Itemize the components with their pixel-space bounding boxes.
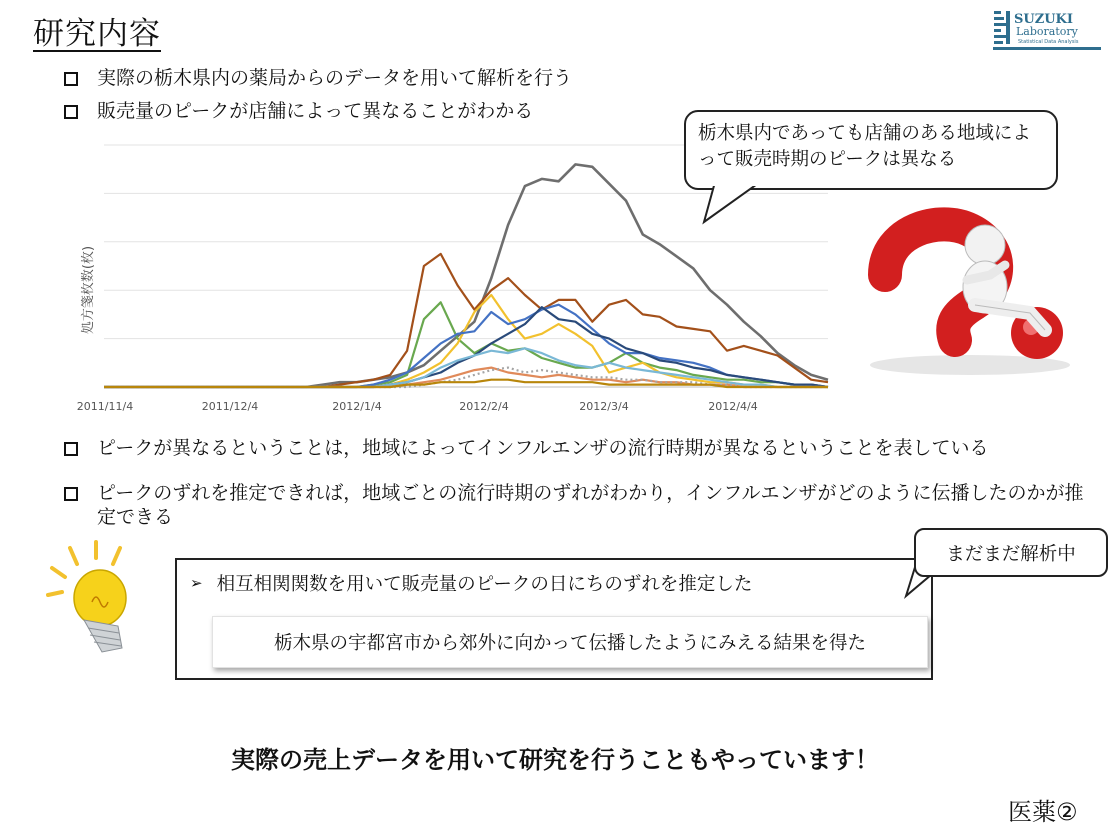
result-box: 栃木県の宇都宮市から郊外に向かって伝播したようにみえる結果を得た [212, 616, 928, 668]
question-mark-figure [855, 205, 1080, 380]
bullet-item [64, 66, 572, 90]
bullet-text: ピークのずれを推定できれば，地域ごとの流行時期のずれがわかり，インフルエンザがどのように伝播したのかが推定できる [97, 482, 1084, 528]
square-bullet-icon [64, 442, 78, 456]
series-line [104, 254, 828, 387]
bullet-item [64, 99, 533, 123]
callout-tail [690, 182, 780, 227]
x-tick-label: 2011/11/4 [76, 400, 134, 413]
bullet-text: ピークが異なるということは，地域によってインフルエンザの流行時期が異なるということを表している [97, 437, 989, 459]
analysis-text: 相互相関関数を用いて販売量のピークの日にちのずれを推定した [216, 574, 753, 595]
x-tick-label: 2012/3/4 [579, 400, 629, 413]
logo-tagline: Statistical Data Analysis [1018, 39, 1079, 45]
page-title: 研究内容 [33, 16, 161, 52]
square-bullet-icon [64, 487, 78, 501]
analysis-item [190, 570, 752, 596]
logo-sub: Laboratory [1016, 25, 1078, 38]
bullet-item [64, 436, 1094, 460]
arrow-bullet-icon: ➢ [190, 574, 203, 592]
x-tick-label: 2012/4/4 [708, 400, 758, 413]
x-tick-label: 2012/2/4 [459, 400, 509, 413]
x-tick-label: 2011/12/4 [201, 400, 259, 413]
bullet-text: 販売量のピークが店舗によって異なることがわかる [97, 100, 534, 122]
suzuki-lab-logo [992, 7, 1102, 53]
y-axis-label: 処方箋枚数(枚) [81, 245, 96, 335]
bullet-text: 実際の栃木県内の薬局からのデータを用いて解析を行う [97, 67, 573, 89]
lightbulb-icon [40, 540, 150, 665]
x-tick-label: 2012/1/4 [332, 400, 382, 413]
series-line [104, 302, 828, 387]
page-label: 医薬② [1008, 798, 1078, 826]
callout-region-peak: 栃木県内であっても店舗のある地域によって販売時期のピークは異なる [684, 110, 1058, 190]
logo-name: SUZUKI [1014, 12, 1073, 27]
logo-org: TOKYO UNIVERSITY OF SCIENCE [996, 50, 1060, 53]
square-bullet-icon [64, 105, 78, 119]
bullet-item [64, 481, 1099, 529]
callout-status: まだまだ解析中 [914, 528, 1108, 577]
closing-message: 実際の売上データを用いて研究を行うこともやっています！ [231, 746, 879, 774]
square-bullet-icon [64, 72, 78, 86]
